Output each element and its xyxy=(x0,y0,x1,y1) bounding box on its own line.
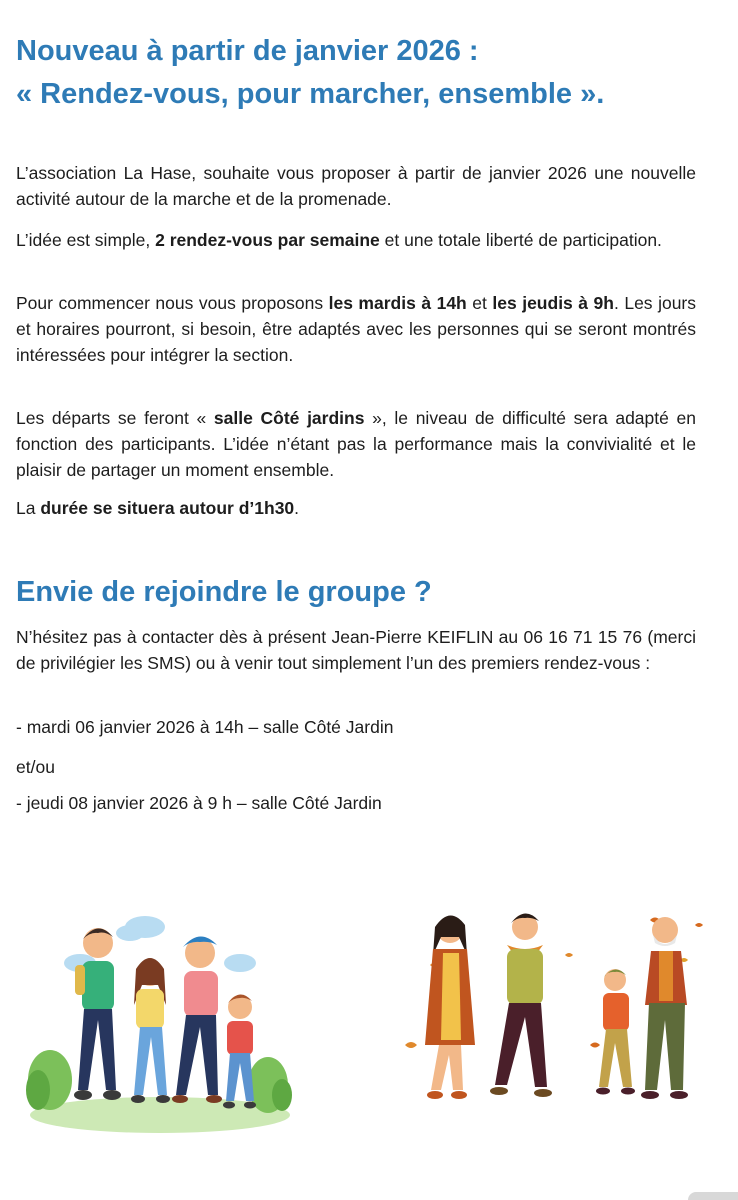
title-line-2: « Rendez-vous, pour marcher, ensemble ». xyxy=(16,78,605,110)
tuesday-highlight: les mardis à 14h xyxy=(328,293,467,313)
first-meeting-date: - mardi 06 janvier 2026 à 14h – salle Côté Jardin xyxy=(16,717,394,737)
thursday-highlight: les jeudis à 9h xyxy=(492,293,614,313)
family-walking-illustration xyxy=(20,905,300,1135)
frequency-highlight: 2 rendez-vous par semaine xyxy=(155,230,380,250)
duration-highlight: durée se situera autour d’1h30 xyxy=(40,498,295,518)
intro-paragraph: L’association La Hase, souhaite vous proposer à partir de janvier 2026 une nouvelle activité autour de la marche et de la promenade. xyxy=(16,163,696,209)
simple-paragraph: L’idée est simple, 2 rendez-vous par semaine et une totale liberté de participation. xyxy=(16,230,662,250)
connector-text: et/ou xyxy=(16,757,55,777)
second-meeting-date: - jeudi 08 janvier 2026 à 9 h – salle Côté Jardin xyxy=(16,793,382,813)
join-heading: Envie de rejoindre le groupe ? xyxy=(16,576,432,608)
venue-highlight: salle Côté jardins xyxy=(213,408,365,428)
corner-shade xyxy=(688,1192,738,1200)
autumn-walkers-illustration xyxy=(395,905,715,1105)
schedule-paragraph: Pour commencer nous vous proposons les mardis à 14h et les jeudis à 9h. Les jours et horaires pourront, si besoin, être adaptés avec les personnes qui se seront montrés intéressées pour intégrer la section. xyxy=(16,293,697,365)
contact-paragraph: N’hésitez pas à contacter dès à présent Jean-Pierre KEIFLIN au 06 16 71 15 76 (merci de privilégier les SMS) ou à venir tout simplement l’un des premiers rendez-vous : xyxy=(16,627,696,673)
page-title xyxy=(16,30,716,116)
departs-paragraph: Les départs se feront « salle Côté jardins », le niveau de difficulté sera adapté en fonction des participants. L’idée n’étant pas la performance mais la convivialité et le plaisir de partager un moment ensemble. xyxy=(16,408,697,480)
title-line-1: Nouveau à partir de janvier 2026 : xyxy=(16,35,479,67)
duration-paragraph: La durée se situera autour d’1h30. xyxy=(16,498,300,518)
